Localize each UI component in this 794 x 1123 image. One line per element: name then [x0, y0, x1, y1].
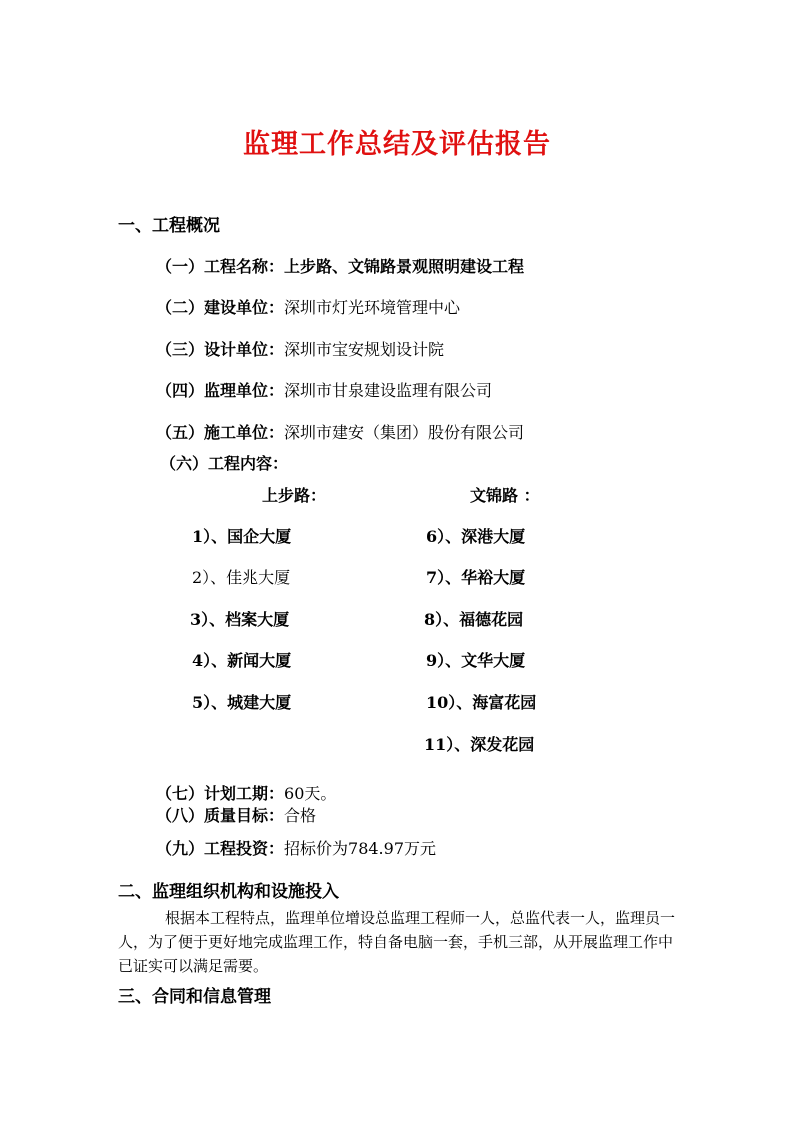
building-item: 2）、佳兆大厦 — [192, 568, 291, 587]
contractor-label: （五）施工单位： — [156, 423, 285, 442]
building-item: 9）、文华大厦 — [426, 651, 526, 670]
supervisor-item — [156, 378, 492, 401]
building-item: 11）、深发花园 — [424, 735, 535, 754]
section1-heading: 一、工程概况 — [118, 216, 220, 236]
supervisor-label: （四）监理单位： — [156, 381, 285, 400]
road-left-name: 上步路： — [262, 486, 327, 505]
building-item: 4）、新闻大厦 — [192, 651, 292, 670]
owner-value: 深圳市灯光环境管理中心 — [284, 298, 461, 317]
schedule-label: （七）计划工期： — [156, 784, 285, 803]
content-label — [160, 451, 288, 474]
investment-label: （九）工程投资： — [156, 839, 285, 858]
quality-item — [156, 803, 316, 826]
building-item: 3）、档案大厦 — [190, 610, 290, 629]
quality-label: （八）质量目标： — [156, 806, 285, 825]
contractor-item — [156, 420, 524, 443]
building-item: 6）、深港大厦 — [426, 527, 526, 546]
contractor-value: 深圳市建安（集团）股份有限公司 — [284, 423, 525, 442]
section2-heading: 二、监理组织机构和设施投入 — [118, 882, 339, 902]
investment-value: 招标价为784.97万元 — [284, 839, 437, 858]
building-item: 1）、国企大厦 — [192, 527, 292, 546]
road-right-name: 文锦路 ： — [470, 486, 540, 505]
building-item: 7）、华裕大厦 — [426, 568, 526, 587]
designer-label: （三）设计单位： — [156, 340, 285, 359]
schedule-item — [156, 781, 336, 804]
designer-value: 深圳市宝安规划设计院 — [284, 340, 445, 359]
section3-heading: 三、合同和信息管理 — [118, 987, 271, 1007]
owner-item — [156, 295, 460, 318]
building-item: 5）、城建大厦 — [192, 693, 292, 712]
building-item: 10）、海富花园 — [426, 693, 537, 712]
content-label-text: （六）工程内容： — [160, 454, 289, 473]
designer-item — [156, 337, 444, 360]
quality-value: 合格 — [284, 806, 317, 825]
project-name-item — [156, 254, 524, 277]
page-title: 监理工作总结及评估报告 — [243, 129, 551, 160]
investment-item — [156, 836, 436, 859]
section2-paragraph: 根据本工程特点，监理单位增设总监理工程师一人，总监代表一人，监理员一人，为了便于更好地完成监理工作，特自备电脑一套，手机三部，从开展监理工作中已证实可以满足需要。 — [118, 909, 676, 975]
owner-label: （二）建设单位： — [156, 298, 285, 317]
schedule-value: 60天。 — [284, 784, 337, 803]
project-name-label: （一）工程名称： — [156, 257, 285, 276]
supervisor-value: 深圳市甘泉建设监理有限公司 — [284, 381, 493, 400]
building-item: 8）、福德花园 — [424, 610, 524, 629]
project-name-value: 上步路、文锦路景观照明建设工程 — [284, 257, 525, 276]
